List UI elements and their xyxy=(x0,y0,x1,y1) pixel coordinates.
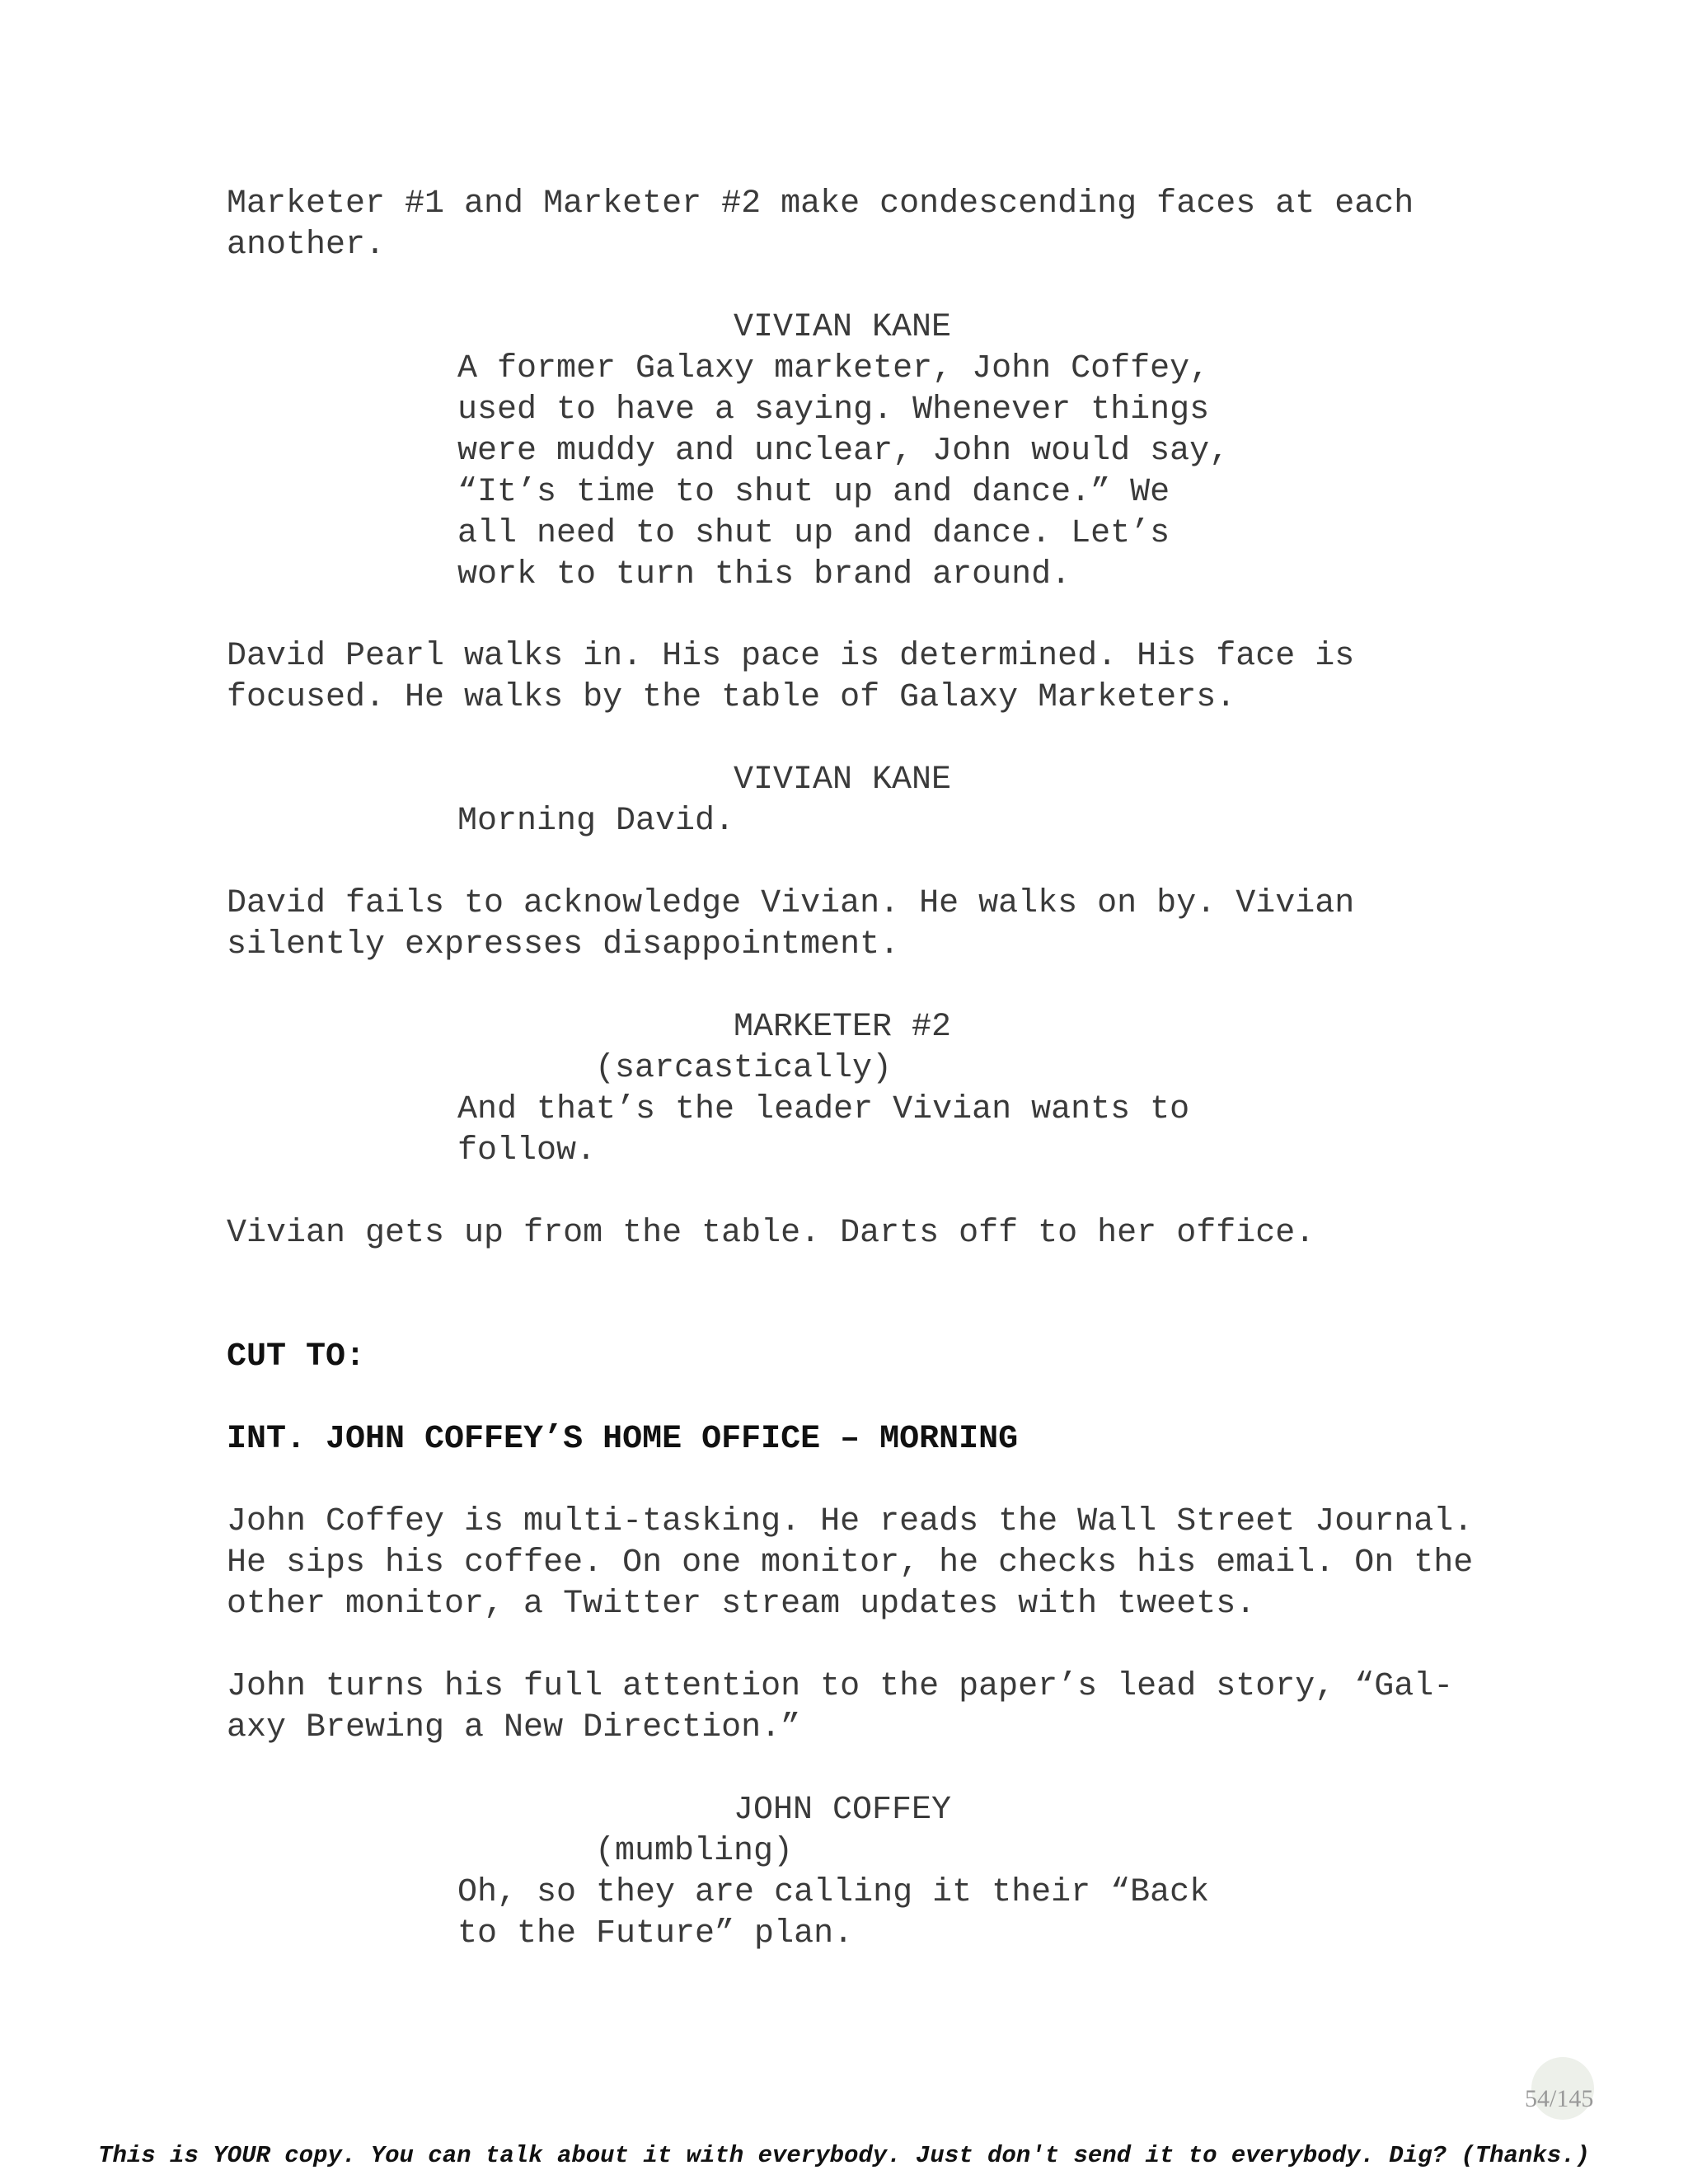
action-line: David Pearl walks in. His pace is determined. His face is focused. He walks by the table of Galaxy Marketers. xyxy=(227,638,1355,716)
character-name: VIVIAN KANE xyxy=(734,309,952,346)
parenthetical: (mumbling) xyxy=(595,1833,794,1870)
character-name: MARKETER #2 xyxy=(734,1009,952,1046)
parenthetical: (sarcastically) xyxy=(595,1050,893,1087)
action-line: John Coffey is multi-tasking. He reads the Wall Street Journal. He sips his coffee. On one monitor, he checks his email. On the other monitor, a Twitter stream updates with tweets. xyxy=(227,1503,1474,1623)
dialogue: Morning David. xyxy=(457,803,735,840)
scene-heading: INT. JOHN COFFEY’S HOME OFFICE – MORNING xyxy=(227,1421,1019,1458)
action-line: Marketer #1 and Marketer #2 make condescending faces at each another. xyxy=(227,185,1414,264)
action-line: John turns his full attention to the paper’s lead story, “Gal- axy Brewing a New Direction.” xyxy=(227,1668,1454,1746)
transition: CUT TO: xyxy=(227,1338,366,1376)
page-number: 54/145 xyxy=(1525,2085,1594,2112)
dialogue: And that’s the leader Vivian wants to follow. xyxy=(457,1091,1190,1169)
character-name: VIVIAN KANE xyxy=(734,762,952,799)
dialogue: A former Galaxy marketer, John Coffey, used to have a saying. Whenever things were muddy and unclear, John would say, “It’s time to shut up and dance.” We all need to shut up and dance. Let’s work to turn this brand around. xyxy=(457,350,1230,593)
action-line: David fails to acknowledge Vivian. He walks on by. Vivian silently expresses disappointment. xyxy=(227,885,1355,963)
copy-notice-footer: This is YOUR copy. You can talk about it with everybody. Just don't send it to everybody. Dig? (Thanks.) xyxy=(98,2142,1590,2169)
character-name: JOHN COFFEY xyxy=(734,1792,952,1829)
dialogue: Oh, so they are calling it their “Back to the Future” plan. xyxy=(457,1874,1210,1952)
action-line: Vivian gets up from the table. Darts off to her office. xyxy=(227,1215,1315,1252)
